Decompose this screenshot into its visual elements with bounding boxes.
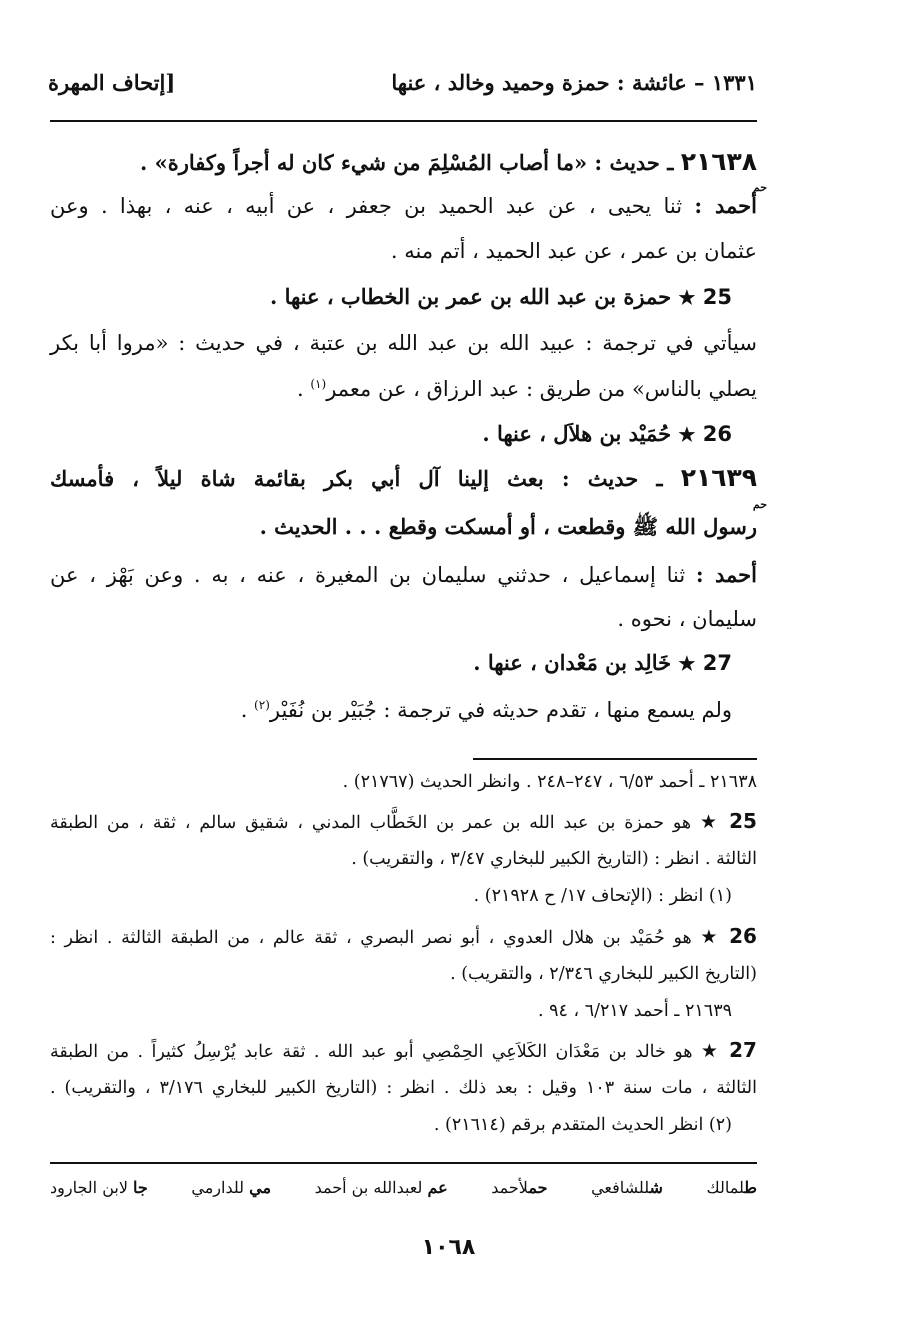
star-icon: ★ [700, 1040, 721, 1062]
page-number: ١٠٦٨ [421, 1235, 476, 1260]
source-mark: حم [752, 181, 767, 194]
body-line: ولم يسمع منها ، تقدم حديثه في ترجمة : جُبَيْر بن نُفَيْر$^{(٢)}$ . [240, 698, 732, 722]
footnote-2: (٢) انظر الحديث المتقدم برقم (٢١٦١٤) . [433, 1115, 732, 1135]
footnote-rule [473, 758, 757, 760]
header-rule [50, 120, 757, 122]
isnad-line: سليمان ، نحوه . [617, 607, 757, 631]
star-icon: ★ [678, 653, 696, 675]
translation-entry-25: 25 ★ حمزة بن عبد الله بن عمر بن الخطاب ، عنها . [269, 284, 732, 309]
legend-rule [50, 1162, 757, 1164]
star-icon: ★ [678, 287, 696, 309]
legend-item: جا لابن الجارود [50, 1178, 148, 1197]
legend-item: مي للدارمي [191, 1178, 272, 1197]
hadith-21638-heading [140, 147, 757, 176]
footnote-25-cont: الثالثة . انظر : (التاريخ الكبير للبخاري ٣/٤٧ ، والتقريب) . [351, 849, 757, 869]
footnote-21638: ٢١٦٣٨ ـ أحمد ٦/٥٣ ، ٢٤٧–٢٤٨ . وانظر الحديث (٢١٧٦٧) . [342, 772, 757, 792]
legend-item: طلمالك [706, 1178, 757, 1197]
abbreviation-legend [50, 1178, 757, 1197]
footnote-27: 27 ★ هو خالد بن مَعْدَان الكَلاَعِي الحِمْصِي أبو عبد الله . ثقة عابد يُرْسِلُ كثيراً . من الطبقة [50, 1038, 757, 1062]
hadith-text: ـ حديث : بعث إلينا آل أبي بكر بقائمة شاة ليلاً ، فأمسك [50, 466, 663, 491]
hadith-number: ٢١٦٣٨ [680, 147, 757, 176]
footnote-26-cont: (التاريخ الكبير للبخاري ٢/٣٤٦ ، والتقريب) . [450, 964, 757, 984]
body-line: سيأتي في ترجمة : عبيد الله بن عبد الله بن عتبة ، في حديث : «مروا أبا بكر [50, 331, 757, 355]
legend-item: عم لعبدالله بن أحمد [314, 1178, 448, 1197]
legend-item: شللشافعي [591, 1178, 663, 1197]
footnote-1: (١) انظر : (الإتحاف ١٧/ ح ٢١٩٢٨) . [473, 886, 732, 906]
running-header-title: ١٣٣١ – عائشة : حمزة وحميد وخالد ، عنها [391, 70, 757, 95]
source-mark: حم [752, 498, 767, 511]
star-icon: ★ [678, 424, 696, 446]
translation-entry-26: 26 ★ حُمَيْد بن هلاَل ، عنها . [482, 421, 732, 446]
star-icon: ★ [699, 811, 721, 833]
translation-entry-27: 27 ★ خَالِد بن مَعْدان ، عنها . [473, 650, 732, 675]
isnad-line: أحمد : ثنا يحيى ، عن عبد الحميد بن جعفر ، عن أبيه ، عنه ، بهذا . وعن [50, 193, 757, 218]
hadith-number: ٢١٦٣٩ [680, 463, 757, 492]
isnad-line: أحمد : ثنا إسماعيل ، حدثني سليمان بن المغيرة ، عنه ، به . وعن بَهْز ، عن [50, 562, 757, 587]
hadith-text: رسول الله ﷺ وقطعت ، أو أمسكت وقطع . . . الحديث . [259, 514, 757, 539]
footnote-ref: (١) [310, 377, 327, 391]
footnote-26: 26 ★ هو حُمَيْد بن هلال العدوي ، أبو نصر البصري ، ثقة عالم ، من الطبقة الثالثة . انظر : [50, 924, 757, 948]
legend-item: حملأحمد [491, 1178, 548, 1197]
footnote-21639: ٢١٦٣٩ ـ أحمد ٦/٢١٧ ، ٩٤ . [537, 1001, 732, 1021]
hadith-text: ـ حديث : «ما أصاب المُسْلِمَ من شيء كان له أجراً وكفارة» . [139, 150, 674, 175]
body-line: يصلي بالناس» من طريق : عبد الرزاق ، عن معمر$^{(١)}$ . [297, 377, 757, 401]
footnote-27-cont: الثالثة ، مات سنة ١٠٣ وقيل : بعد ذلك . انظر : (التاريخ الكبير للبخاري ٣/١٧٦ ، والتقريب) . [50, 1078, 757, 1098]
isnad-line: عثمان بن عمر ، عن عبد الحميد ، أتم منه . [390, 239, 757, 263]
footnote-ref: (٢) [254, 698, 270, 712]
footnote-25: 25 ★ هو حمزة بن عبد الله بن عمر بن الخَطَّاب المدني ، شقيق سالم ، ثقة ، من الطبقة [50, 809, 757, 833]
hadith-21639-heading [50, 463, 757, 492]
running-header-book: [إتحاف المهرة [48, 70, 176, 95]
star-icon: ★ [700, 926, 721, 948]
